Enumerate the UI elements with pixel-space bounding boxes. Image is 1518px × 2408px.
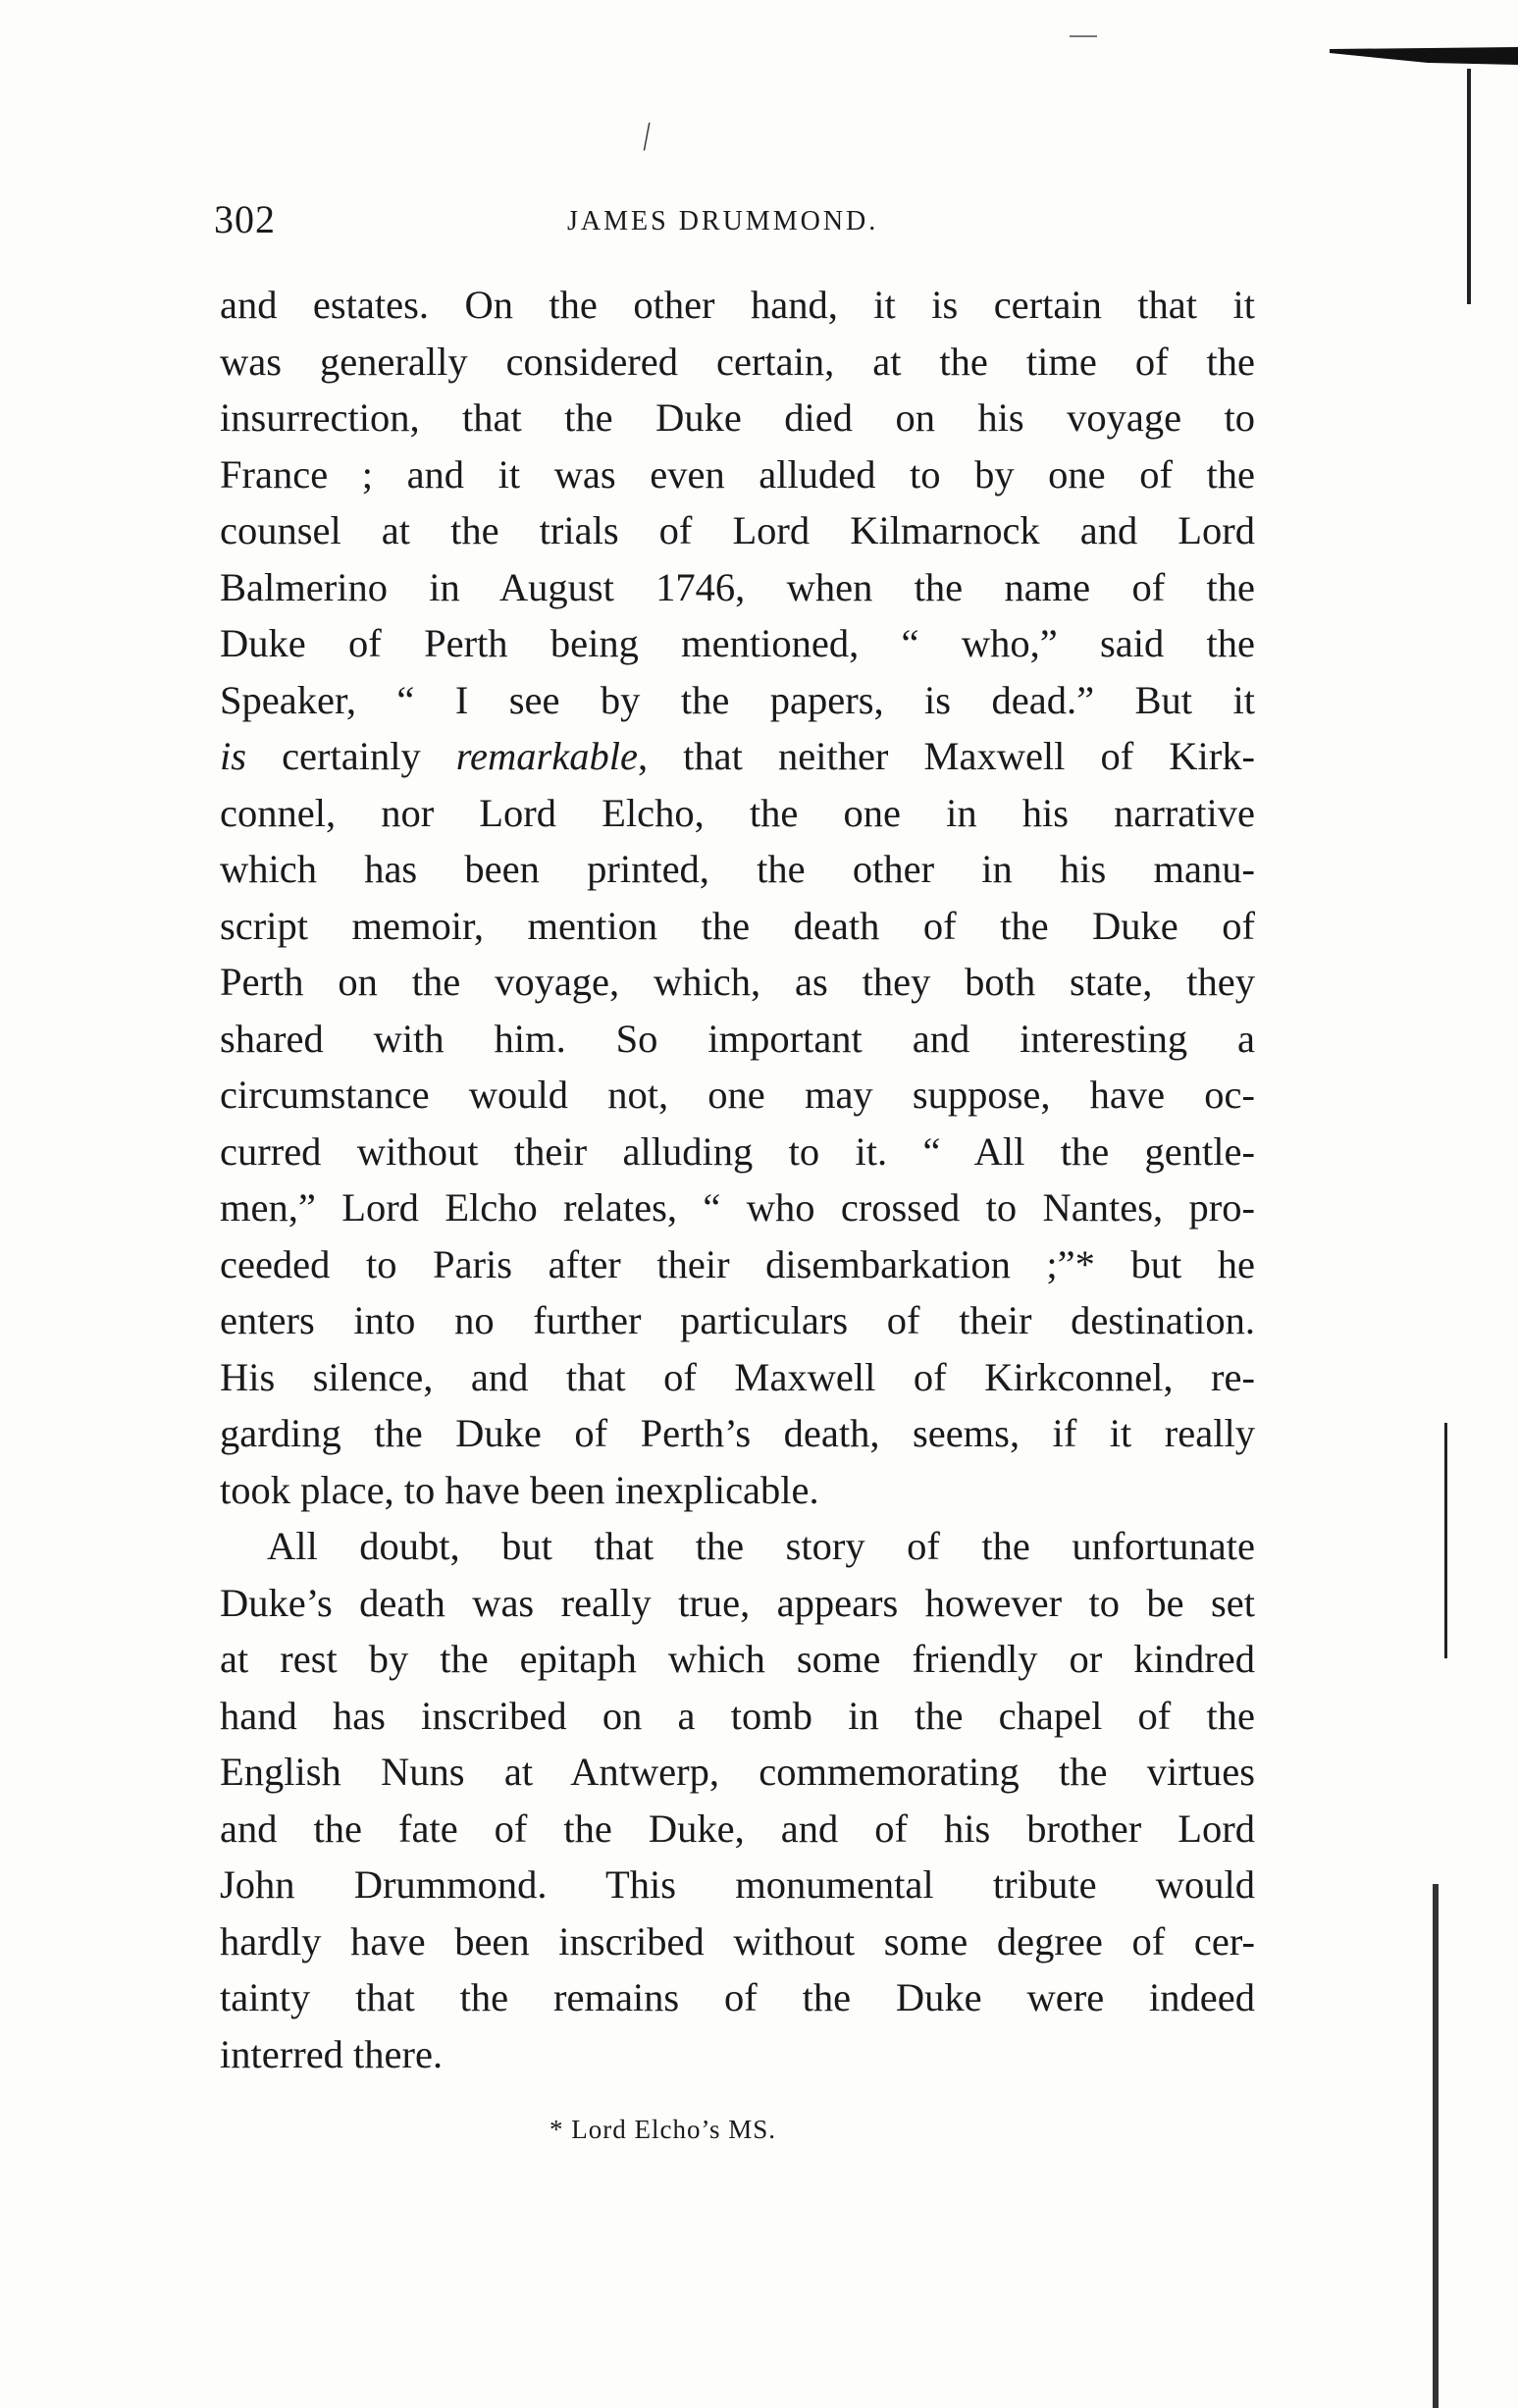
text-line: His silence, and that of Maxwell of Kirkconnel, re- xyxy=(220,1354,1255,1399)
text-line: circumstance would not, one may suppose, have oc- xyxy=(220,1073,1255,1117)
text-line: France ; and it was even alluded to by one of the xyxy=(220,451,1255,497)
page-edge-shadow-top xyxy=(1330,47,1518,86)
text-line: and the fate of the Duke, and of his brother Lord xyxy=(220,1806,1255,1851)
text-line: is certainly remarkable, that neither Maxwell of Kirk- xyxy=(220,734,1255,778)
text-line: Duke of Perth being mentioned, “ who,” said the xyxy=(220,621,1255,665)
text-line: garding the Duke of Perth’s death, seems, if it really xyxy=(220,1411,1255,1455)
text-line: connel, nor Lord Elcho, the one in his narrative xyxy=(220,790,1255,835)
page-edge-line-middle xyxy=(1444,1423,1447,1658)
text-line: Speaker, “ I see by the papers, is dead.” But it xyxy=(220,677,1255,722)
text-line: was generally considered certain, at the time of the xyxy=(220,339,1255,384)
text-line: and estates. On the other hand, it is certain that it xyxy=(220,283,1255,327)
text-line: curred without their alluding to it. “ All the gentle- xyxy=(220,1128,1255,1174)
text-line: ceeded to Paris after their disembarkation ;”* but he xyxy=(220,1241,1255,1286)
text-line: which has been printed, the other in his manu- xyxy=(220,847,1255,891)
page-number: 302 xyxy=(214,197,276,241)
text-line: men,” Lord Elcho relates, “ who crossed to Nantes, pro- xyxy=(220,1185,1255,1230)
text-line: enters into no further particulars of their destination. xyxy=(220,1298,1255,1342)
pencil-mark-icon: ⁄ xyxy=(635,117,658,156)
text-line: at rest by the epitaph which some friendly or kindred xyxy=(220,1637,1255,1681)
page-header xyxy=(214,196,1254,255)
text-line: All doubt, but that the story of the unfortunate xyxy=(267,1524,1255,1568)
text-line: John Drummond. This monumental tribute would xyxy=(220,1862,1255,1907)
footnote: * Lord Elcho’s MS. xyxy=(550,2115,776,2144)
text-line: insurrection, that the Duke died on his voyage to xyxy=(220,395,1255,440)
page-edge-line-top xyxy=(1467,69,1471,304)
page-edge-line-bottom xyxy=(1433,1884,1439,2408)
text-line: English Nuns at Antwerp, commemorating the virtues xyxy=(220,1750,1255,1794)
text-line: Perth on the voyage, which, as they both state, they xyxy=(220,960,1255,1004)
text-line: hand has inscribed on a tomb in the chapel of the xyxy=(220,1693,1255,1738)
text-line: shared with him. So important and interesting a xyxy=(220,1016,1255,1061)
text-line: counsel at the trials of Lord Kilmarnock and Lord xyxy=(220,508,1255,552)
text-line: Duke’s death was really true, appears however to be set xyxy=(220,1580,1255,1625)
text-line: interred there. xyxy=(220,2031,444,2076)
text-line: Balmerino in August 1746, when the name of the xyxy=(220,564,1255,609)
text-line: tainty that the remains of the Duke were indeed xyxy=(220,1975,1255,2019)
text-line: script memoir, mention the death of the Duke of xyxy=(220,903,1255,948)
scan-speck xyxy=(1070,35,1097,37)
text-line: took place, to have been inexplicable. xyxy=(220,1467,819,1512)
text-line: hardly have been inscribed without some degree of cer- xyxy=(220,1918,1255,1963)
body-text xyxy=(220,277,1255,2082)
running-head: JAMES DRUMMOND. xyxy=(567,206,879,236)
